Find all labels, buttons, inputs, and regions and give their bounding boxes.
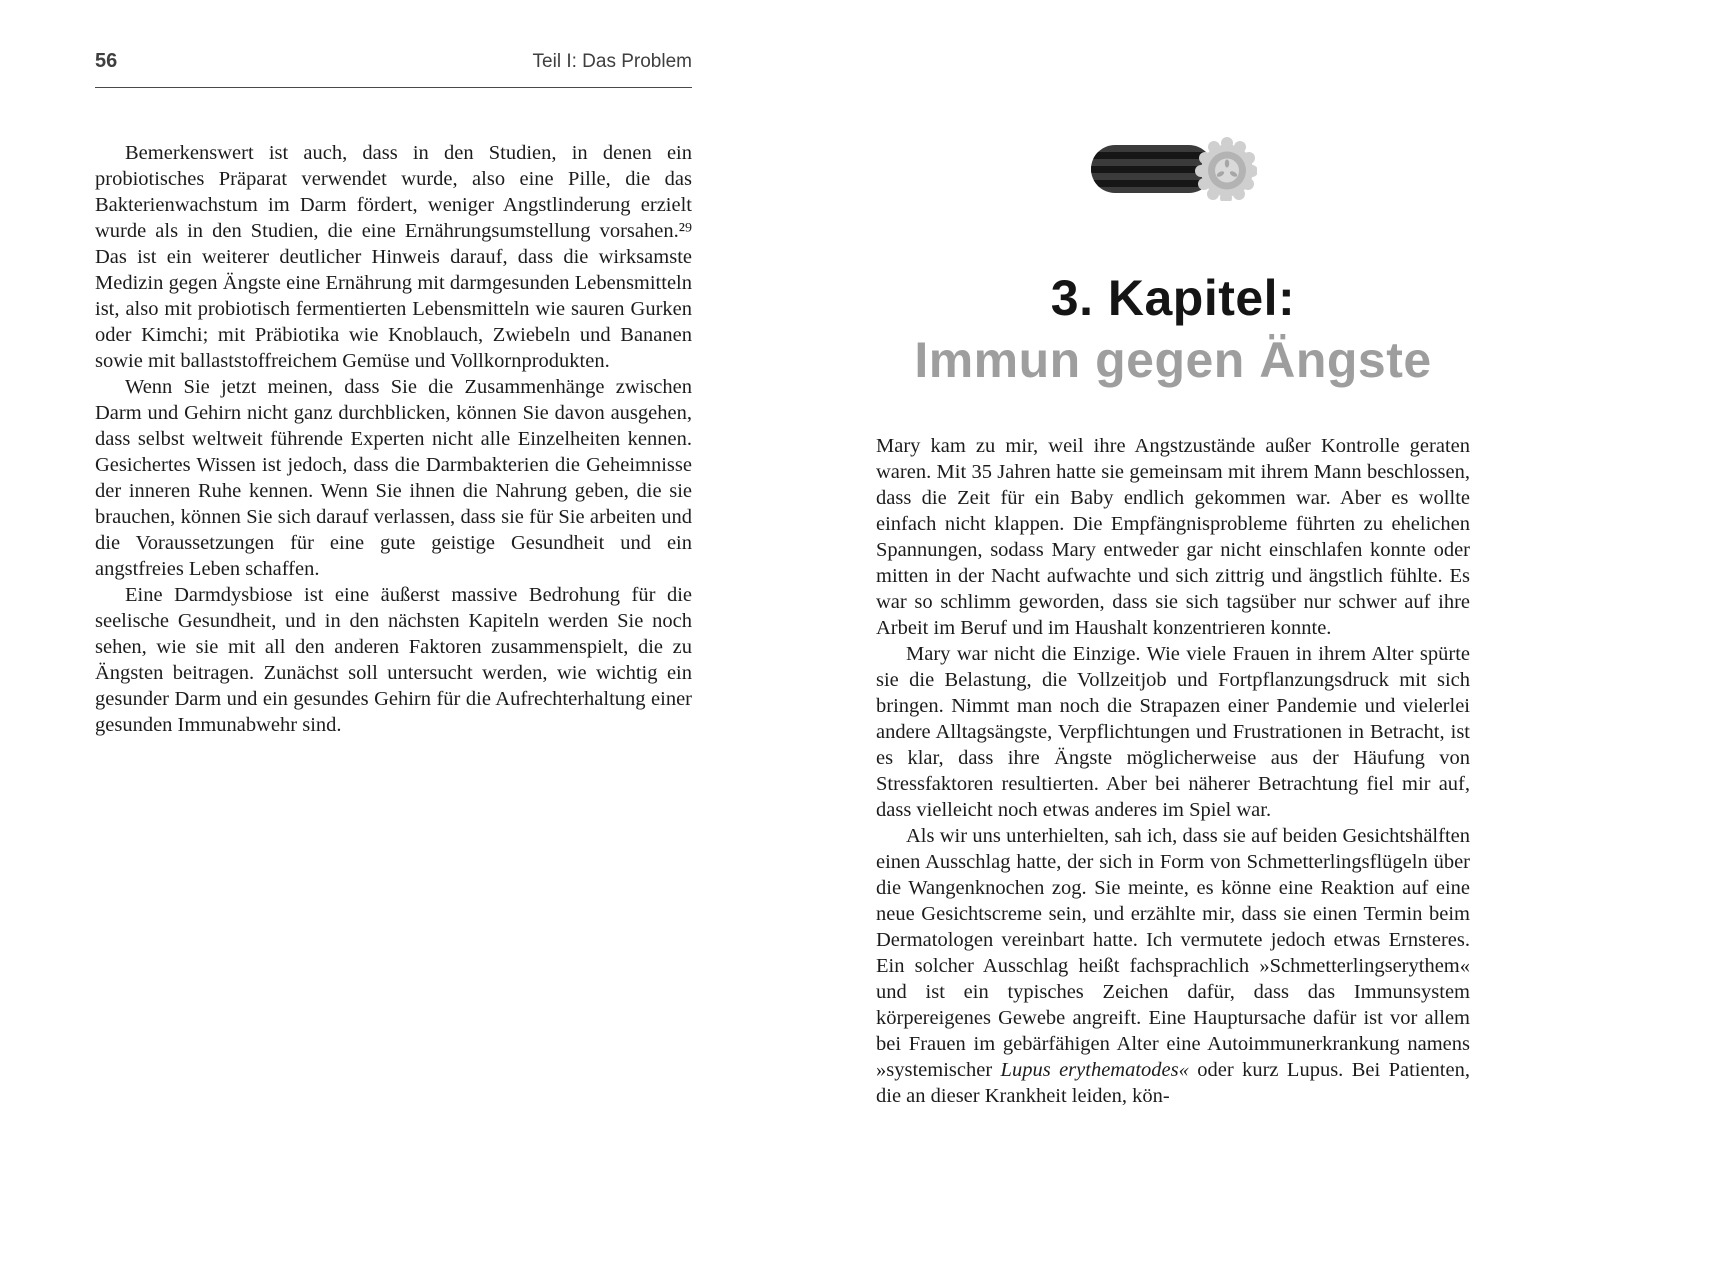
paragraph-text: oder kurz Lupus. Bei Patienten, die an dieser Krankheit leiden, kön- <box>876 1059 1470 1107</box>
running-head: Teil I: Das Problem <box>532 51 692 72</box>
left-body-text <box>95 140 692 738</box>
italic-term: Lupus erythematodes« <box>1000 1059 1189 1081</box>
chapter-title: Immun gegen Ängste <box>914 332 1432 388</box>
header-rule <box>95 87 692 88</box>
cucumber-slice <box>1195 137 1257 201</box>
page-number: 56 <box>95 50 118 72</box>
paragraph: Wenn Sie jetzt meinen, dass Sie die Zusammenhänge zwischen Darm und Gehirn nicht ganz durchblicken, können Sie davon ausgehen, dass selbst weltweit führende Experten nicht alle Einzelheiten kennen. Gesichertes Wissen ist jedoch, dass die Darmbakterien die Geheimnisse der inneren Ruhe kennen. Wenn Sie ihnen die Nahrung geben, die sie brauchen, können Sie sich darauf verlassen, dass sie für Sie arbeiten und die Voraussetzungen für eine gute geistige Gesundheit und ein angstfreies Leben schaffen. <box>95 376 692 580</box>
cucumber-icon <box>1089 137 1257 201</box>
right-body-text <box>876 433 1470 1109</box>
paragraph <box>876 823 1470 1109</box>
paragraph-text: Als wir uns unterhielten, sah ich, dass sie auf beiden Gesichtshälften einen Ausschlag hatte, der sich in Form von Schmetterlingsflügeln über die Wangenknochen zog. Sie meinte, es könne eine Reaktion auf eine neue Gesichtscreme sein, und erzählte mir, dass sie einen Termin beim Dermatologen vereinbart hatte. Ich vermutete jedoch etwas Ernsteres. Ein solcher Ausschlag heißt fachsprachlich »Schmetterlingserythem« und ist ein typisches Zeichen dafür, dass das Immunsystem körpereigenes Gewebe angreift. Eine Hauptursache dafür ist vor allem bei Frauen im gebärfähigen Alter eine Autoimmunerkrankung namens »systemischer <box>876 825 1470 1081</box>
chapter-heading <box>876 267 1470 391</box>
paragraph: Bemerkenswert ist auch, dass in den Studien, in denen ein probiotisches Präparat verwendet wurde, also eine Pille, die das Bakterienwachstum im Darm fördert, weniger Angstlinderung erzielt wurde als in den Studien, die eine Ernährungsumstellung vorsahen.²⁹ Das ist ein weiterer deutlicher Hinweis darauf, dass die wirksamste Medizin gegen Ängste eine Ernährung mit darmgesunden Lebensmitteln ist, also mit probiotisch fermentierten Lebensmitteln wie sauren Gurken oder Kimchi; mit Präbiotika wie Knoblauch, Zwiebeln und Bananen sowie mit ballaststoffreichem Gemüse und Vollkornprodukten. <box>95 142 692 372</box>
left-page-header <box>95 50 692 73</box>
left-page <box>95 50 692 738</box>
paragraph: Mary kam zu mir, weil ihre Angstzustände außer Kontrolle geraten waren. Mit 35 Jahren hatte sie gemeinsam mit ihrem Mann beschlossen, dass die Zeit für ein Baby endlich gekommen war. Aber es wollte einfach nicht klappen. Die Empfängnisprobleme führten zu ehelichen Spannungen, sodass Mary entweder gar nicht einschlafen konnte oder mitten in der Nacht aufwachte und sich zittrig und ängstlich fühlte. Es war so schlimm geworden, dass sie sich tagsüber nur schwer auf ihre Arbeit im Beruf und im Haushalt konzentrieren konnte. <box>876 435 1470 639</box>
paragraph: Mary war nicht die Einzige. Wie viele Frauen in ihrem Alter spürte sie die Belastung, die Vollzeitjob und Fortpflanzungsdruck mit sich bringen. Nimmt man noch die Strapazen einer Pandemie und vielerlei andere Alltagsängste, Verpflichtungen und Frustrationen in Betracht, ist es klar, dass ihre Ängste möglicherweise aus der Häufung von Stressfaktoren resultierten. Aber bei näherer Betrachtung fiel mir auf, dass vielleicht noch etwas anderes im Spiel war. <box>876 643 1470 821</box>
chapter-label: 3. Kapitel: <box>1050 270 1296 326</box>
paragraph: Eine Darmdysbiose ist eine äußerst massive Bedrohung für die seelische Gesundheit, und in den nächsten Kapiteln werden Sie noch sehen, wie sie mit all den anderen Faktoren zusammenspielt, die zu Ängsten beitragen. Zunächst soll untersucht werden, wie wichtig ein gesunder Darm und ein gesundes Gehirn für die Aufrechterhaltung einer gesunden Immunabwehr sind. <box>95 584 692 736</box>
right-page <box>876 0 1470 1109</box>
